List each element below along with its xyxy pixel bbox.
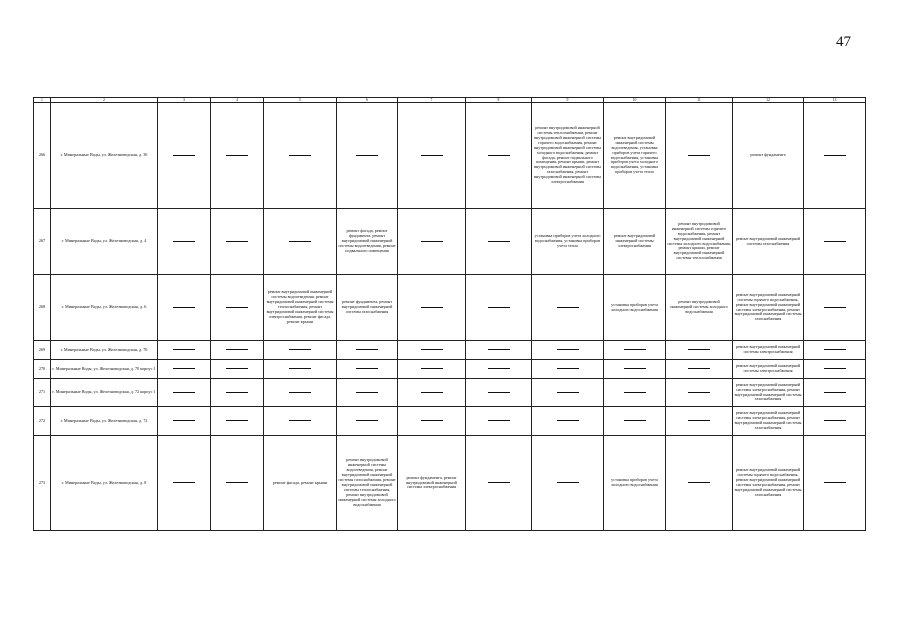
empty-cell bbox=[158, 209, 211, 275]
works-table bbox=[33, 97, 866, 531]
empty-cell bbox=[398, 103, 466, 209]
dash-mark bbox=[226, 155, 248, 156]
row-number: 270 bbox=[34, 360, 51, 379]
dash-mark bbox=[488, 482, 510, 483]
table-row bbox=[34, 103, 866, 209]
empty-cell bbox=[264, 341, 337, 360]
empty-cell bbox=[466, 209, 532, 275]
empty-cell bbox=[158, 360, 211, 379]
dash-mark bbox=[356, 420, 378, 421]
column-number: 1 bbox=[34, 98, 51, 103]
table-body bbox=[34, 103, 866, 531]
dash-mark bbox=[226, 241, 248, 242]
empty-cell bbox=[532, 360, 604, 379]
empty-cell bbox=[804, 103, 866, 209]
dash-mark bbox=[421, 155, 443, 156]
empty-cell bbox=[466, 407, 532, 436]
dash-mark bbox=[173, 307, 195, 308]
dash-mark bbox=[488, 420, 510, 421]
dash-mark bbox=[824, 368, 846, 369]
dash-mark bbox=[226, 420, 248, 421]
empty-cell bbox=[211, 360, 264, 379]
empty-cell bbox=[666, 379, 733, 407]
work-cell: ремонт внутридомовой инженерной системы горячего водоснабжения, ремонт внутридомовой инженерной системы электроснабжения, ремонт внутридомовой инженерной системы газоснабжения bbox=[733, 436, 804, 531]
dash-mark bbox=[824, 482, 846, 483]
dash-mark bbox=[173, 155, 195, 156]
empty-cell bbox=[466, 379, 532, 407]
work-cell: ремонт внутридомовой инженерной системы электроснабжения bbox=[604, 209, 666, 275]
dash-mark bbox=[557, 482, 579, 483]
dash-mark bbox=[173, 241, 195, 242]
column-number: 3 bbox=[158, 98, 211, 103]
dash-mark bbox=[421, 368, 443, 369]
empty-cell bbox=[337, 379, 398, 407]
dash-mark bbox=[557, 349, 579, 350]
address-cell: г. Минеральные Воды, ул. Железноводская, д. 30 bbox=[51, 103, 158, 209]
empty-cell bbox=[604, 360, 666, 379]
dash-mark bbox=[421, 307, 443, 308]
work-cell: ремонт внутридомовой инженерной системы электроснабжения bbox=[733, 360, 804, 379]
dash-mark bbox=[688, 155, 710, 156]
dash-mark bbox=[688, 482, 710, 483]
dash-mark bbox=[824, 155, 846, 156]
dash-mark bbox=[173, 392, 195, 393]
column-number: 7 bbox=[398, 98, 466, 103]
work-cell: ремонт внутридомовой инженерной системы водоотведения, ремонт внутридомовой инженерной системы теплоснабжения, ремонт внутридомовой инженерной системы электроснабжения, ремонт фасада, ремонт крыши bbox=[264, 275, 337, 341]
work-cell: ремонт фундамента, ремонт внутридомовой инженерной системы электроснабжения bbox=[398, 436, 466, 531]
address-cell: г. Минеральные Воды, ул. Железноводская, д. 72 корпус 1 bbox=[51, 379, 158, 407]
empty-cell bbox=[211, 209, 264, 275]
work-cell: установка приборов учета холодного водоснабжения bbox=[604, 436, 666, 531]
empty-cell bbox=[158, 379, 211, 407]
row-number: 269 bbox=[34, 341, 51, 360]
dash-mark bbox=[289, 368, 311, 369]
work-cell: ремонт внутридомовой инженерной системы горячего водоснабжения, ремонт внутридомовой инженерной системы электроснабжения, ремонт внутридомовой инженерной системы газоснабжения bbox=[733, 275, 804, 341]
dash-mark bbox=[624, 349, 646, 350]
column-number: 11 bbox=[666, 98, 733, 103]
work-cell: ремонт фасада, ремонт крыши bbox=[264, 436, 337, 531]
work-cell: установка приборов учета холодного водоснабжения bbox=[604, 275, 666, 341]
work-cell: ремонт внутридомовой инженерной системы водоотведения, установка приборов учета горячего водоснабжения, установка приборов учета холодного водоснабжения, установка приборов учета тепла bbox=[604, 103, 666, 209]
dash-mark bbox=[289, 420, 311, 421]
empty-cell bbox=[337, 360, 398, 379]
dash-mark bbox=[624, 420, 646, 421]
empty-cell bbox=[398, 341, 466, 360]
empty-cell bbox=[158, 436, 211, 531]
dash-mark bbox=[824, 392, 846, 393]
dash-mark bbox=[289, 392, 311, 393]
dash-mark bbox=[557, 368, 579, 369]
dash-mark bbox=[688, 392, 710, 393]
empty-cell bbox=[158, 341, 211, 360]
empty-cell bbox=[211, 275, 264, 341]
work-cell: ремонт внутридомовой инженерной системы горячего водоснабжения, ремонт внутридомовой инженерной системы холодного водоснабжения, ремонт крыши, ремонт внутридомовой инженерной системы теплоснабжения bbox=[666, 209, 733, 275]
column-number: 10 bbox=[604, 98, 666, 103]
row-number: 273 bbox=[34, 436, 51, 531]
empty-cell bbox=[804, 360, 866, 379]
empty-cell bbox=[211, 341, 264, 360]
dash-mark bbox=[488, 241, 510, 242]
empty-cell bbox=[804, 275, 866, 341]
dash-mark bbox=[824, 307, 846, 308]
empty-cell bbox=[158, 407, 211, 436]
dash-mark bbox=[173, 368, 195, 369]
dash-mark bbox=[488, 392, 510, 393]
dash-mark bbox=[824, 420, 846, 421]
page-number: 47 bbox=[836, 34, 851, 50]
column-number: 13 bbox=[804, 98, 866, 103]
column-number: 8 bbox=[466, 98, 532, 103]
dash-mark bbox=[624, 368, 646, 369]
empty-cell bbox=[804, 209, 866, 275]
dash-mark bbox=[226, 307, 248, 308]
empty-cell bbox=[398, 379, 466, 407]
empty-cell bbox=[804, 379, 866, 407]
empty-cell bbox=[158, 103, 211, 209]
dash-mark bbox=[356, 155, 378, 156]
address-cell: г. Минеральные Воды, ул. Железноводская, д. 70 bbox=[51, 341, 158, 360]
row-number: 271 bbox=[34, 379, 51, 407]
dash-mark bbox=[421, 392, 443, 393]
row-number: 266 bbox=[34, 103, 51, 209]
empty-cell bbox=[466, 275, 532, 341]
empty-cell bbox=[532, 341, 604, 360]
dash-mark bbox=[824, 241, 846, 242]
work-cell: ремонт внутридомовой инженерной системы теплоснабжения, ремонт внутридомовой инженерной системы горячего водоснабжения, ремонт внутридомовой инженерной системы холодного водоснабжения, ремонт фасада, ремонт подвального помещения, ремонт крыши, ремонт внутридомовой инженерной системы газоснабжения, ремонт внутридомовой инженерной системы электроснабжения bbox=[532, 103, 604, 209]
work-cell: ремонт внутридомовой инженерной системы холодного водоснабжения bbox=[666, 275, 733, 341]
work-cell: ремонт внутридомовой инженерной системы газоснабжения bbox=[733, 209, 804, 275]
dash-mark bbox=[226, 368, 248, 369]
dash-mark bbox=[421, 420, 443, 421]
empty-cell bbox=[398, 209, 466, 275]
dash-mark bbox=[356, 368, 378, 369]
dash-mark bbox=[824, 349, 846, 350]
dash-mark bbox=[173, 349, 195, 350]
dash-mark bbox=[557, 307, 579, 308]
empty-cell bbox=[666, 341, 733, 360]
empty-cell bbox=[804, 341, 866, 360]
empty-cell bbox=[466, 360, 532, 379]
empty-cell bbox=[264, 379, 337, 407]
column-number: 9 bbox=[532, 98, 604, 103]
empty-cell bbox=[666, 407, 733, 436]
empty-cell bbox=[532, 379, 604, 407]
empty-cell bbox=[532, 407, 604, 436]
dash-mark bbox=[688, 368, 710, 369]
empty-cell bbox=[264, 407, 337, 436]
work-cell: ремонт фасада, ремонт фундамента, ремонт внутридомовой инженерной системы водоотведения, ремонт подвального помещения bbox=[337, 209, 398, 275]
empty-cell bbox=[211, 436, 264, 531]
dash-mark bbox=[624, 392, 646, 393]
dash-mark bbox=[488, 155, 510, 156]
table-row bbox=[34, 275, 866, 341]
address-cell: г. Минеральные Воды, ул. Железноводская, д. 6 bbox=[51, 275, 158, 341]
row-number: 267 bbox=[34, 209, 51, 275]
column-number: 6 bbox=[337, 98, 398, 103]
empty-cell bbox=[337, 407, 398, 436]
table-row bbox=[34, 379, 866, 407]
empty-cell bbox=[804, 436, 866, 531]
empty-cell bbox=[211, 379, 264, 407]
work-cell: ремонт фундамента, ремонт внутридомовой инженерной системы газоснабжения bbox=[337, 275, 398, 341]
work-cell: ремонт внутридомовой инженерной системы водоотведения, ремонт внутридомовой инженерной системы газоснабжения, ремонт внутридомовой инженерной системы теплоснабжения, ремонт внутридомовой инженерной системы холодного водоснабжения bbox=[337, 436, 398, 531]
dash-mark bbox=[226, 482, 248, 483]
address-cell: г. Минеральные Воды, ул. Железноводская, д. 70 корпус 1 bbox=[51, 360, 158, 379]
work-cell: ремонт внутридомовой инженерной системы электроснабжения bbox=[733, 341, 804, 360]
empty-cell bbox=[604, 379, 666, 407]
empty-cell bbox=[466, 341, 532, 360]
dash-mark bbox=[488, 349, 510, 350]
dash-mark bbox=[421, 241, 443, 242]
column-number: 12 bbox=[733, 98, 804, 103]
dash-mark bbox=[688, 349, 710, 350]
table-row bbox=[34, 360, 866, 379]
dash-mark bbox=[226, 349, 248, 350]
table-row bbox=[34, 341, 866, 360]
table-row bbox=[34, 407, 866, 436]
empty-cell bbox=[264, 360, 337, 379]
dash-mark bbox=[226, 392, 248, 393]
work-cell: установка приборов учета холодного водоснабжения, установка приборов учета тепла bbox=[532, 209, 604, 275]
work-cell: ремонт фундамента bbox=[733, 103, 804, 209]
dash-mark bbox=[289, 241, 311, 242]
work-cell: ремонт внутридомовой инженерной системы электроснабжения, ремонт внутридомовой инженерной системы газоснабжения bbox=[733, 407, 804, 436]
empty-cell bbox=[337, 341, 398, 360]
dash-mark bbox=[557, 392, 579, 393]
dash-mark bbox=[173, 482, 195, 483]
empty-cell bbox=[264, 103, 337, 209]
address-cell: г. Минеральные Воды, ул. Железноводская, д. 8 bbox=[51, 436, 158, 531]
dash-mark bbox=[688, 420, 710, 421]
address-cell: г. Минеральные Воды, ул. Железноводская, д. 72 bbox=[51, 407, 158, 436]
empty-cell bbox=[158, 275, 211, 341]
dash-mark bbox=[356, 392, 378, 393]
empty-cell bbox=[532, 275, 604, 341]
empty-cell bbox=[337, 103, 398, 209]
empty-cell bbox=[264, 209, 337, 275]
empty-cell bbox=[398, 407, 466, 436]
empty-cell bbox=[804, 407, 866, 436]
empty-cell bbox=[532, 436, 604, 531]
empty-cell bbox=[466, 103, 532, 209]
dash-mark bbox=[488, 368, 510, 369]
column-number: 4 bbox=[211, 98, 264, 103]
dash-mark bbox=[557, 420, 579, 421]
empty-cell bbox=[466, 436, 532, 531]
empty-cell bbox=[666, 360, 733, 379]
empty-cell bbox=[666, 103, 733, 209]
column-number: 5 bbox=[264, 98, 337, 103]
address-cell: г. Минеральные Воды, ул. Железноводская, д. 4 bbox=[51, 209, 158, 275]
work-cell: ремонт внутридомовой инженерной системы электроснабжения, ремонт внутридомовой инженерной системы газоснабжения bbox=[733, 379, 804, 407]
empty-cell bbox=[604, 341, 666, 360]
empty-cell bbox=[211, 407, 264, 436]
empty-cell bbox=[604, 407, 666, 436]
empty-cell bbox=[398, 275, 466, 341]
empty-cell bbox=[211, 103, 264, 209]
column-number: 2 bbox=[51, 98, 158, 103]
row-number: 272 bbox=[34, 407, 51, 436]
empty-cell bbox=[666, 436, 733, 531]
dash-mark bbox=[289, 349, 311, 350]
dash-mark bbox=[421, 349, 443, 350]
table-row bbox=[34, 209, 866, 275]
dash-mark bbox=[173, 420, 195, 421]
dash-mark bbox=[488, 307, 510, 308]
table-row bbox=[34, 436, 866, 531]
dash-mark bbox=[289, 155, 311, 156]
dash-mark bbox=[356, 349, 378, 350]
empty-cell bbox=[398, 360, 466, 379]
row-number: 268 bbox=[34, 275, 51, 341]
